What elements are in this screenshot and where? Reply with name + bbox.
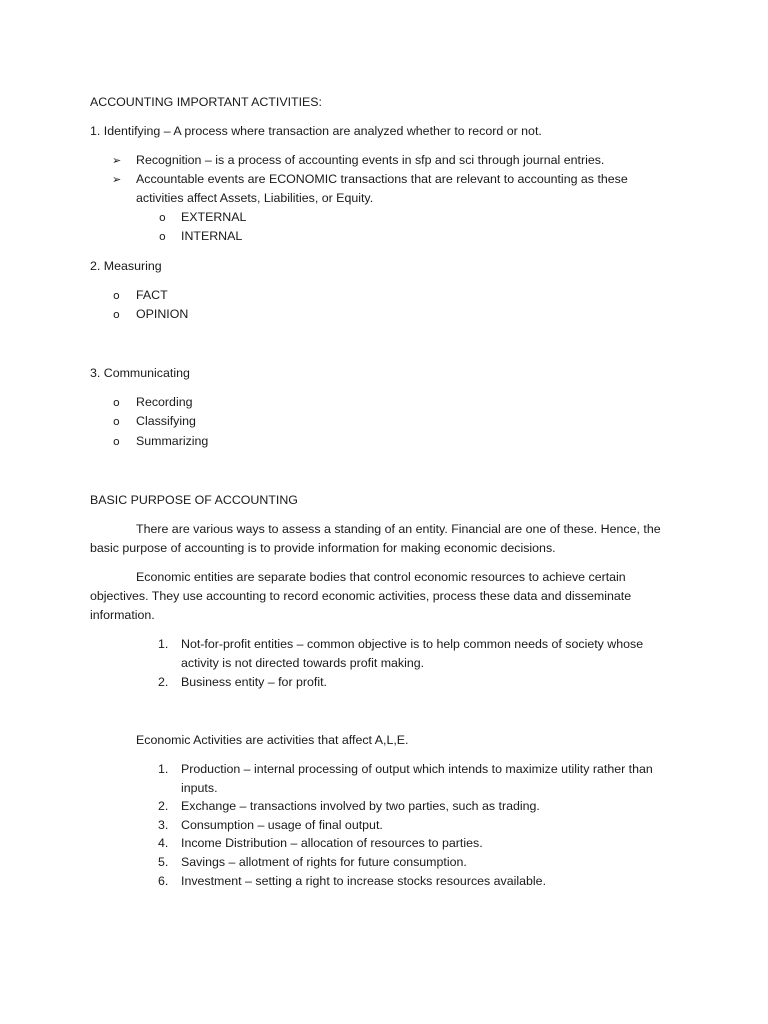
external-item: EXTERNAL xyxy=(181,210,247,224)
circle-bullet-icon: o xyxy=(113,396,120,409)
circle-bullet-icon: o xyxy=(159,230,166,243)
heading-basic-purpose: BASIC PURPOSE OF ACCOUNTING xyxy=(90,493,298,507)
circle-bullet-icon: o xyxy=(159,211,166,224)
activity-num: 3. xyxy=(158,818,169,832)
activity-num: 6. xyxy=(158,874,169,888)
arrow-bullet-icon: ➢ xyxy=(112,154,122,167)
heading-important-activities: ACCOUNTING IMPORTANT ACTIVITIES: xyxy=(90,95,323,109)
measuring-title: 2. Measuring xyxy=(90,259,162,273)
recording-item: Recording xyxy=(136,395,193,409)
activity-num: 5. xyxy=(158,855,169,869)
accountable-events-line1: Accountable events are ECONOMIC transactions that are relevant to accounting as these xyxy=(136,172,628,186)
activity-consumption: Consumption – usage of final output. xyxy=(181,818,383,832)
arrow-bullet-icon: ➢ xyxy=(112,173,122,186)
entity-business: Business entity – for profit. xyxy=(181,675,328,689)
para1-line1: There are various ways to assess a standing of an entity. Financial are one of these. Hence, the xyxy=(136,522,661,536)
activity-production-line2: inputs. xyxy=(181,781,218,795)
communicating-title: 3. Communicating xyxy=(90,366,190,380)
activities-intro: Economic Activities are activities that affect A,L,E. xyxy=(136,733,409,747)
fact-item: FACT xyxy=(136,288,168,302)
activity-savings: Savings – allotment of rights for future consumption. xyxy=(181,855,467,869)
circle-bullet-icon: o xyxy=(113,415,120,428)
entity-num: 2. xyxy=(158,675,169,689)
activity-num: 1. xyxy=(158,762,169,776)
activity-exchange: Exchange – transactions involved by two parties, such as trading. xyxy=(181,799,540,813)
activity-num: 2. xyxy=(158,799,169,813)
activity-num: 4. xyxy=(158,836,169,850)
circle-bullet-icon: o xyxy=(113,435,120,448)
para2-line2: objectives. They use accounting to record economic activities, process these data and disseminate xyxy=(90,589,632,603)
internal-item: INTERNAL xyxy=(181,229,243,243)
para2-line1: Economic entities are separate bodies that control economic resources to achieve certain xyxy=(136,570,626,584)
entity-nonprofit-line2: activity is not directed towards profit making. xyxy=(181,656,425,670)
para1-line2: basic purpose of accounting is to provide information for making economic decisions. xyxy=(90,541,556,555)
opinion-item: OPINION xyxy=(136,307,189,321)
activity-investment: Investment – setting a right to increase stocks resources available. xyxy=(181,874,547,888)
summarizing-item: Summarizing xyxy=(136,434,209,448)
circle-bullet-icon: o xyxy=(113,289,120,302)
entity-num: 1. xyxy=(158,637,169,651)
circle-bullet-icon: o xyxy=(113,308,120,321)
accountable-events-line2: activities affect Assets, Liabilities, or Equity. xyxy=(136,191,374,205)
recognition-item: Recognition – is a process of accounting events in sfp and sci through journal entries. xyxy=(136,153,605,167)
entity-nonprofit-line1: Not-for-profit entities – common objective is to help common needs of society whose xyxy=(181,637,644,651)
activity-production-line1: Production – internal processing of output which intends to maximize utility rather than xyxy=(181,762,653,776)
identifying-title: 1. Identifying – A process where transaction are analyzed whether to record or not. xyxy=(90,124,542,138)
para2-line3: information. xyxy=(90,608,155,622)
activity-income-distribution: Income Distribution – allocation of resources to parties. xyxy=(181,836,483,850)
classifying-item: Classifying xyxy=(136,414,196,428)
